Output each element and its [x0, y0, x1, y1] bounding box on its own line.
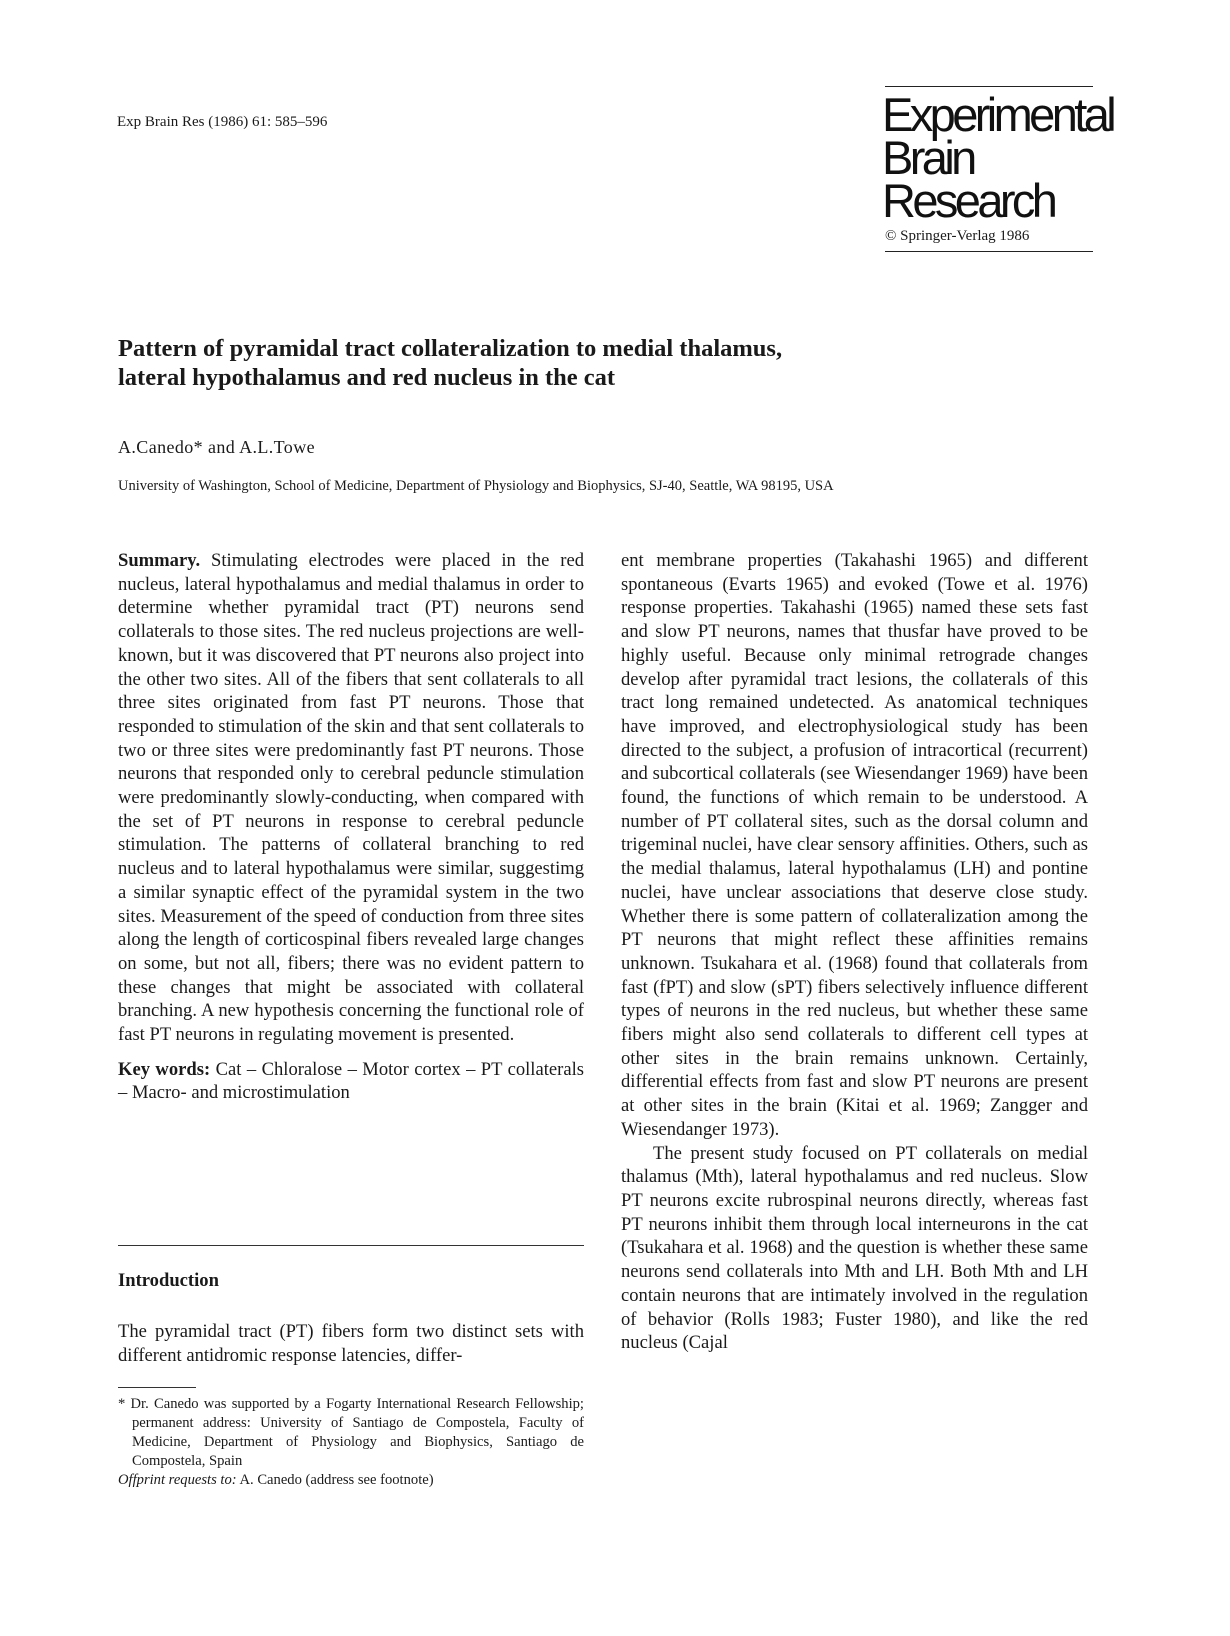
summary-paragraph	[118, 549, 584, 1047]
journal-logo	[882, 88, 1114, 227]
section-divider	[118, 1245, 584, 1246]
authors: A.Canedo* and A.L.Towe	[118, 437, 316, 457]
footnote	[118, 1395, 584, 1490]
brand-top-rule	[885, 86, 1093, 87]
body-paragraph-1: ent membrane properties (Takahashi 1965) and different spontaneous (Evarts 1965) and evoked (Towe et al. 1976) response properties. Takahashi (1965) named these sets fast and slow PT neurons, names that thusfar have proved to be highly useful. Because only minimal retrograde changes develop after pyramidal tract lesions, the collaterals of this tract long remained undetected. As anatomical techniques have improved, and electrophysiological study has been directed to the subject, a profusion of intracortical (recurrent) and subcortical collaterals (see Wiesendanger 1969) have been found, the functions of which remain to be understood. A number of PT collateral sites, such as the dorsal column and trigeminal nuclei, have clear sensory affinities. Others, such as the medial thalamus, lateral hypothalamus (LH) and pontine nuclei, have unclear associations that deserve close study. Whether there is some pattern of collateralization among the PT neurons that might reflect these affinities remains unknown. Tsukahara et al. (1968) found that collaterals from fast (fPT) and slow (sPT) fibers selectively influence different types of neurons in the red nucleus, but whether these same fibers might also send collaterals to different cell types at other sites in the brain remains unknown. Certainly, differential effects from fast and slow PT neurons are present at other sites in the brain (Kitai et al. 1969; Zangger and Wiesendanger 1973).	[621, 550, 1088, 1140]
journal-logo-line1: Experimental	[882, 88, 1114, 141]
journal-brand	[882, 86, 1114, 252]
summary-text: Stimulating electrodes were placed in the red nucleus, lateral hypothalamus and medial thalamus in order to determine whether pyramidal tract (PT) neurons send collaterals to those sites. The red nucleus projections are well-known, but it was discovered that PT neurons also project into the other two sites. All of the fibers that sent collaterals to all three sites originated from fast PT neurons. Those that responded to stimulation of the skin and that sent collaterals to two or three sites were predominantly fast PT neurons. Those neurons that responded only to cerebral peduncle stimulation were predominantly slowly-conducting, when compared with the set of PT neurons in response to cerebral peduncle stimulation. The patterns of collateral branching to red nucleus and to lateral hypothalamus were similar, suggestimg a similar synaptic effect of the pyramidal system in the two sites. Measurement of the speed of conduction from three sites along the length of corticospinal fibers revealed large changes on some, but not all, fibers; there was no evident pattern to these changes that might be associated with collateral branching. A new hypothesis concerning the functional role of fast PT neurons in regulating movement is presented.	[118, 550, 584, 1046]
footnote-text: * Dr. Canedo was supported by a Fogarty International Research Fellowship; permanent address: University of Santiago de Compostela, Faculty of Medicine, Department of Physiology and Biophysics, Santiago de Compostela, Spain	[118, 1396, 584, 1469]
copyright-notice: © Springer-Verlag 1986	[885, 228, 1030, 244]
left-column	[118, 549, 584, 1105]
offprint-text: A. Canedo (address see footnote)	[236, 1472, 434, 1488]
body-paragraph-2: The present study focused on PT collaterals on medial thalamus (Mth), lateral hypothalamus and red nucleus. Slow PT neurons excite rubrospinal neurons directly, whereas fast PT neurons inhibit them through local interneurons in the cat (Tsukahara et al. 1968) and the question is whether these same neurons send collaterals into Mth and LH. Both Mth and LH contain neurons that are intimately involved in the regulation of behavior (Rolls 1983; Fuster 1980), and like the red nucleus (Cajal	[621, 1142, 1088, 1354]
summary-label: Summary.	[118, 550, 201, 571]
article-title-line1: Pattern of pyramidal tract collateralization to medial thalamus,	[118, 335, 783, 362]
journal-citation: Exp Brain Res (1986) 61: 585–596	[117, 114, 328, 130]
offprint-label: Offprint requests to:	[118, 1472, 237, 1488]
article-title-line2: lateral hypothalamus and red nucleus in the cat	[118, 364, 616, 391]
right-column	[621, 549, 1088, 1355]
keywords-paragraph	[118, 1058, 584, 1105]
keywords-text: Cat – Chloralose – Motor cortex – PT collaterals – Macro- and microstimulation	[118, 1058, 584, 1104]
brand-bottom-rule	[885, 251, 1093, 252]
introduction-text: The pyramidal tract (PT) fibers form two distinct sets with different antidromic response latencies, differ-	[118, 1321, 584, 1366]
footnote-divider	[118, 1387, 196, 1388]
journal-logo-line2: Brain Research	[882, 131, 1055, 227]
keywords-label: Key words:	[118, 1058, 211, 1080]
article-title	[118, 334, 978, 392]
offprint-line	[118, 1471, 584, 1490]
affiliation: University of Washington, School of Medicine, Department of Physiology and Biophysics, SJ-40, Seattle, WA 98195, USA	[118, 478, 834, 494]
introduction-heading: Introduction	[118, 1270, 219, 1291]
